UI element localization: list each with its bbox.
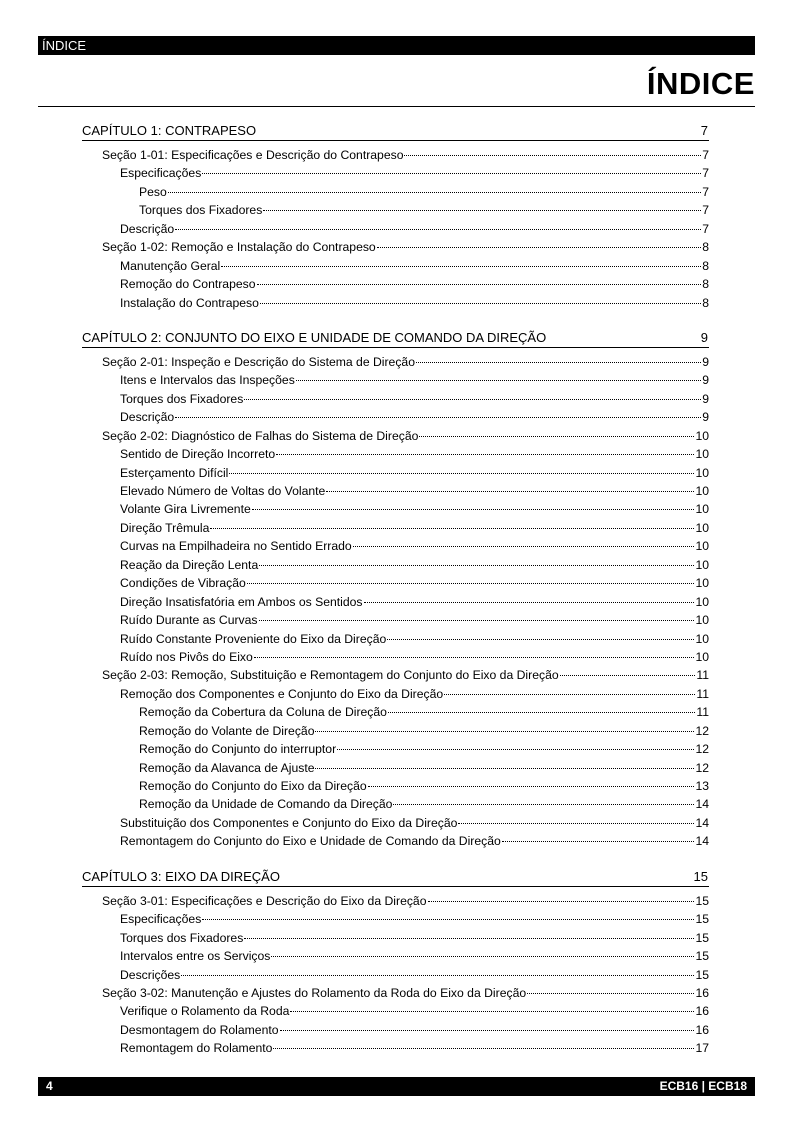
toc-entry-label: Remoção do Conjunto do interruptor [139,742,337,757]
toc-entry[interactable] [82,1021,709,1039]
toc-entry-page-number: 7 [702,184,709,199]
toc-entry-page-number: 10 [695,502,709,517]
toc-entry-label: Direção Insatisfatória em Ambos os Sentidos [120,594,363,609]
toc-entry-label: Instalação do Contrapeso [120,295,259,310]
dot-leader [271,956,694,957]
toc-entry-page-number: 15 [695,912,709,927]
toc-entry-label: Condições de Vibração [120,576,246,591]
toc-entry-label: Esterçamento Difícil [120,465,229,480]
toc-entry-page-number: 10 [695,447,709,462]
chapter-title: CAPÍTULO 1: CONTRAPESO [82,123,257,138]
dot-leader [276,454,694,455]
toc-entry[interactable] [82,929,709,947]
toc-entry-page-number: 9 [702,391,709,406]
toc-entry-label: Especificações [120,912,202,927]
toc-entry[interactable] [82,910,709,928]
toc-entry-page-number: 14 [695,797,709,812]
dot-leader [244,399,701,400]
toc-entry-label: Desmontagem do Rolamento [120,1022,279,1037]
toc-entry[interactable] [82,353,709,371]
title-divider [38,106,755,107]
dot-leader [259,620,695,621]
toc-entry-label: Substituição dos Componentes e Conjunto do Eixo da Direção [120,815,458,830]
toc-entry-label: Torques dos Fixadores [139,203,263,218]
toc-entry-page-number: 9 [702,373,709,388]
toc-entry[interactable] [82,759,709,777]
toc-entry-page-number: 10 [695,539,709,554]
toc-entry-page-number: 10 [695,649,709,664]
toc-entry[interactable] [82,593,709,611]
toc-entry[interactable] [82,537,709,555]
toc-entry-label: Seção 3-02: Manutenção e Ajustes do Rolamento da Roda do Eixo da Direção [102,985,527,1000]
toc-entry-label: Remoção do Conjunto do Eixo da Direção [139,779,367,793]
dot-leader [202,173,701,174]
toc-entry-label: Sentido de Direção Incorreto [120,447,276,462]
toc-entry-page-number: 10 [695,576,709,591]
dot-leader [393,804,694,805]
dot-leader [175,417,701,418]
toc-entry-page-number: 11 [696,686,709,701]
dot-leader [229,473,694,474]
toc-entry-label: Manutenção Geral [120,258,221,273]
toc-entry[interactable] [82,892,709,910]
toc-entry[interactable] [82,500,709,518]
toc-entry-page-number: 10 [695,594,709,609]
table-of-contents [82,120,709,1058]
toc-entry-page-number: 10 [695,520,709,535]
toc-entry-page-number: 14 [695,834,709,849]
dot-leader [458,823,694,824]
toc-entry-label: Curvas na Empilhadeira no Sentido Errado [120,539,352,554]
toc-entry-label: Ruído Durante as Curvas [120,613,258,628]
toc-entry[interactable] [82,947,709,965]
dot-leader [560,675,696,676]
toc-entry[interactable] [82,275,709,293]
toc-entry[interactable] [82,1002,709,1020]
chapter-page-number: 15 [693,868,708,884]
toc-entry-page-number: 12 [695,723,709,738]
toc-entry[interactable] [82,666,709,684]
toc-entry[interactable] [82,1039,709,1057]
dot-leader [202,919,694,920]
toc-entry-label: Seção 2-01: Inspeção e Descrição do Sistema de Direção [102,354,415,369]
chapter-gap [82,312,709,327]
page-title: ÍNDICE [646,66,755,101]
dot-leader [368,786,695,787]
chapter-page-number: 9 [700,329,708,345]
toc-entry-page-number: 15 [695,967,709,982]
dot-leader [404,155,701,156]
dot-leader [428,901,695,902]
toc-entry-page-number: 16 [695,985,709,1000]
toc-entry-page-number: 8 [702,277,709,292]
toc-entry[interactable] [82,740,709,758]
toc-entry-page-number: 15 [695,893,709,908]
toc-entry-page-number: 10 [695,557,709,572]
dot-leader [181,975,694,976]
toc-entry-page-number: 7 [702,148,709,162]
toc-entry-page-number: 17 [695,1041,709,1056]
toc-entry-label: Reação da Direção Lenta [120,557,259,572]
dot-leader [364,602,695,603]
toc-entry-label: Remoção da Unidade de Comando da Direção [139,797,393,812]
toc-entry-label: Remoção do Contrapeso [120,277,256,292]
dot-leader [387,639,694,640]
toc-entry-label: Remontagem do Rolamento [120,1041,273,1056]
header-bar-label: ÍNDICE [42,38,87,53]
dot-leader [254,657,695,658]
dot-leader [416,362,701,363]
toc-entry-page-number: 8 [702,258,709,273]
toc-entry-page-number: 7 [702,203,709,218]
toc-entry[interactable] [82,814,709,832]
toc-entry[interactable] [82,519,709,537]
toc-entry-page-number: 12 [695,760,709,775]
toc-entry-label: Seção 3-01: Especificações e Descrição do Eixo da Direção [102,893,427,908]
dot-leader [244,938,694,939]
toc-entry[interactable] [82,390,709,408]
toc-entry[interactable] [82,482,709,500]
toc-entry[interactable] [82,703,709,721]
footer-model: ECB16 | ECB18 [659,1079,747,1093]
dot-leader [221,266,701,267]
dot-leader [353,546,695,547]
toc-entry-label: Peso [139,184,167,199]
dot-leader [259,565,694,566]
toc-entry-page-number: 10 [695,631,709,646]
toc-entry[interactable] [82,464,709,482]
toc-entry[interactable] [82,164,709,182]
dot-leader [175,229,701,230]
toc-entry-label: Volante Gira Livremente [120,502,251,517]
toc-entry-page-number: 7 [702,166,709,181]
header-bar [38,36,755,55]
toc-entry[interactable] [82,445,709,463]
toc-entry[interactable] [82,408,709,426]
dot-leader [296,380,701,381]
dot-leader [247,583,695,584]
dot-leader [388,712,695,713]
toc-entry-page-number: 10 [695,428,709,443]
toc-entry[interactable] [82,201,709,219]
dot-leader [377,247,702,248]
toc-entry-label: Remoção dos Componentes e Conjunto do Eixo da Direção [120,686,444,701]
dot-leader [315,731,694,732]
toc-entry-label: Verifique o Rolamento da Roda [120,1004,290,1019]
dot-leader [527,993,694,994]
dot-leader [260,303,701,304]
toc-entry-page-number: 16 [695,1022,709,1037]
toc-entry-label: Descrição [120,410,175,425]
dot-leader [210,528,694,529]
footer-bar [38,1077,755,1096]
toc-entry[interactable] [82,257,709,275]
toc-entry-page-number: 8 [702,295,709,310]
dot-leader [315,768,694,769]
dot-leader [419,436,694,437]
toc-entry-label: Ruído nos Pivôs do Eixo [120,649,253,664]
footer-page-number: 4 [46,1079,53,1093]
chapter-gap [82,851,709,866]
toc-entry-label: Remontagem do Conjunto do Eixo e Unidade de Comando da Direção [120,834,501,849]
chapter-page-number: 7 [700,123,708,138]
toc-entry[interactable] [82,648,709,666]
toc-entry-label: Remoção do Volante de Direção [139,723,315,738]
toc-entry-label: Remoção da Cobertura da Coluna de Direção [139,705,387,720]
toc-entry-label: Seção 2-02: Diagnóstico de Falhas do Sistema de Direção [102,428,419,443]
dot-leader [273,1048,694,1049]
toc-entry-label: Torques dos Fixadores [120,391,244,406]
toc-entry-page-number: 13 [695,779,709,793]
toc-entry-label: Seção 1-02: Remoção e Instalação do Contrapeso [102,240,376,255]
toc-entry-page-number: 10 [695,465,709,480]
toc-entry-label: Intervalos entre os Serviços [120,949,271,964]
toc-chapter-heading[interactable] [82,120,709,141]
toc-entry[interactable] [82,722,709,740]
toc-entry[interactable] [82,294,709,312]
toc-entry-page-number: 7 [702,221,709,236]
toc-chapter-heading[interactable] [82,866,709,887]
dot-leader [337,749,694,750]
toc-entry[interactable] [82,220,709,238]
dot-leader [502,841,695,842]
dot-leader [280,1030,695,1031]
toc-entry-label: Direção Trêmula [120,520,210,535]
toc-entry[interactable] [82,427,709,445]
dot-leader [252,509,695,510]
toc-entry-label: Ruído Constante Proveniente do Eixo da Direção [120,631,387,646]
toc-entry[interactable] [82,795,709,813]
dot-leader [444,694,695,695]
toc-entry-label: Descrições [120,967,181,982]
toc-entry-page-number: 15 [695,930,709,945]
toc-entry[interactable] [82,966,709,984]
toc-chapter-heading[interactable] [82,327,709,348]
toc-entry[interactable] [82,685,709,703]
toc-entry-page-number: 14 [695,815,709,830]
dot-leader [263,210,701,211]
toc-entry[interactable] [82,183,709,201]
toc-entry-page-number: 9 [702,354,709,369]
dot-leader [257,284,702,285]
dot-leader [326,491,694,492]
toc-entry-page-number: 16 [695,1004,709,1019]
toc-entry-page-number: 11 [696,705,709,720]
toc-entry[interactable] [82,146,709,164]
toc-entry[interactable] [82,556,709,574]
toc-entry[interactable] [82,777,709,795]
toc-entry[interactable] [82,832,709,850]
toc-entry-label: Especificações [120,166,202,181]
toc-entry-page-number: 9 [702,410,709,425]
toc-entry-page-number: 10 [695,613,709,628]
toc-entry[interactable] [82,371,709,389]
toc-entry[interactable] [82,630,709,648]
toc-entry[interactable] [82,238,709,256]
toc-entry-label: Torques dos Fixadores [120,930,244,945]
toc-entry[interactable] [82,611,709,629]
chapter-title: CAPÍTULO 2: CONJUNTO DO EIXO E UNIDADE DE COMANDO DA DIREÇÃO [82,329,547,345]
toc-entry-page-number: 12 [695,742,709,757]
toc-entry-page-number: 8 [702,240,709,255]
toc-entry-label: Seção 2-03: Remoção, Substituição e Remontagem do Conjunto do Eixo da Direção [102,668,559,683]
toc-entry-label: Elevado Número de Voltas do Volante [120,484,326,498]
toc-entry-page-number: 10 [695,484,709,498]
toc-entry-page-number: 11 [696,668,709,683]
toc-entry[interactable] [82,984,709,1002]
dot-leader [290,1011,694,1012]
dot-leader [168,192,701,193]
chapter-title: CAPÍTULO 3: EIXO DA DIREÇÃO [82,868,280,884]
toc-entry-label: Seção 1-01: Especificações e Descrição do Contrapeso [102,148,404,162]
toc-entry-label: Descrição [120,221,175,236]
toc-entry-label: Remoção da Alavanca de Ajuste [139,760,315,775]
toc-entry-label: Itens e Intervalos das Inspeções [120,373,295,388]
toc-entry[interactable] [82,574,709,592]
toc-entry-page-number: 15 [695,949,709,964]
